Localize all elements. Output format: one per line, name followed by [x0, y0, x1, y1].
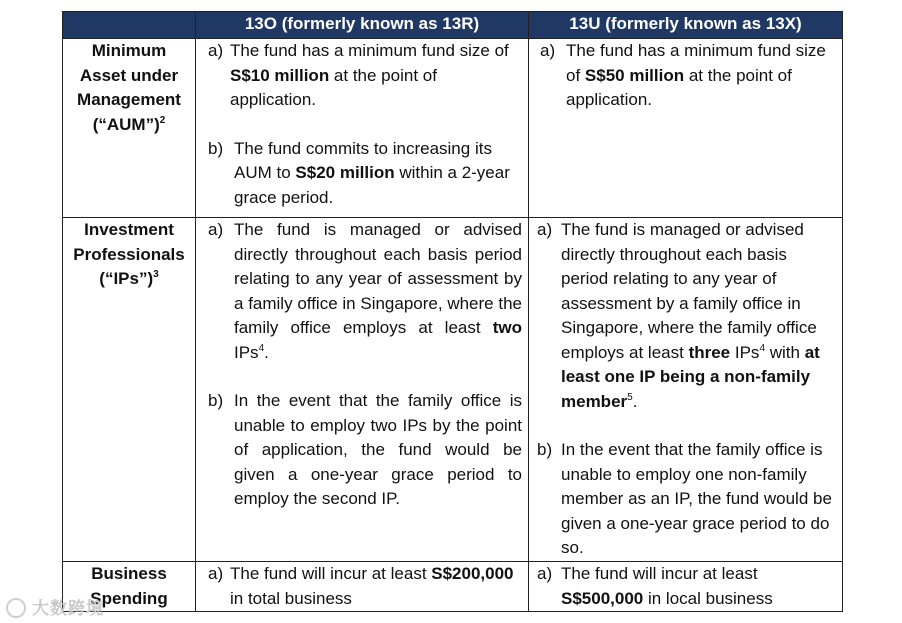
row-label-aum: Minimum Asset under Management (“AUM”)$^2$	[63, 39, 196, 218]
list-item: b) The fund commits to increasing its AUM to S$20 million within a 2-year grace period.	[208, 138, 510, 207]
list-item: a) The fund is managed or advised directly throughout each basis period relating to any year of assessment by a family office in Singapore, where the family office employs at least three IPs$^4$ with at least one IP being a non-family member$^5$.	[537, 220, 820, 411]
list-item: a) The fund has a minimum fund size of S$10 million at the point of application.	[208, 41, 509, 109]
row-label-business-spending: Business Spending	[63, 562, 196, 612]
row-label-ips: Investment Professionals (“IPs”)$^3$	[63, 218, 196, 562]
cell-spending-13o	[196, 562, 529, 612]
cell-ips-13u	[529, 218, 843, 562]
list-item: a) The fund will incur at least S$200,000 in total business	[208, 564, 514, 608]
table-header-row	[63, 12, 843, 39]
table-row-ips	[63, 218, 843, 562]
watermark: 大数跨境	[6, 594, 104, 619]
comparison-table	[62, 11, 843, 612]
list-item: a) The fund has a minimum fund size of S$50 million at the point of application.	[540, 41, 826, 109]
header-corner	[63, 12, 196, 39]
header-13u: 13U (formerly known as 13X)	[529, 12, 843, 39]
list-item: a) The fund is managed or advised directly throughout each basis period relating to any year of assessment by a family office in Singapore, where the family office employs at least two IPs$^4$.	[208, 220, 522, 362]
cell-aum-13o	[196, 39, 529, 218]
list-item: a) The fund will incur at least S$500,000 in local business	[537, 564, 773, 608]
cell-spending-13u	[529, 562, 843, 612]
cell-aum-13u	[529, 39, 843, 218]
table-row-business-spending	[63, 562, 843, 612]
cell-ips-13o	[196, 218, 529, 562]
table-row-aum	[63, 39, 843, 218]
list-item: b) In the event that the family office is unable to employ one non-family member as an IP, the fund would be given a one-year grace period to do so.	[537, 440, 832, 557]
list-item: b) In the event that the family office is unable to employ two IPs by the point of application, the fund would be given a one-year grace period to employ the second IP.	[208, 391, 522, 508]
watermark-logo-icon	[6, 598, 26, 618]
header-13o: 13O (formerly known as 13R)	[196, 12, 529, 39]
